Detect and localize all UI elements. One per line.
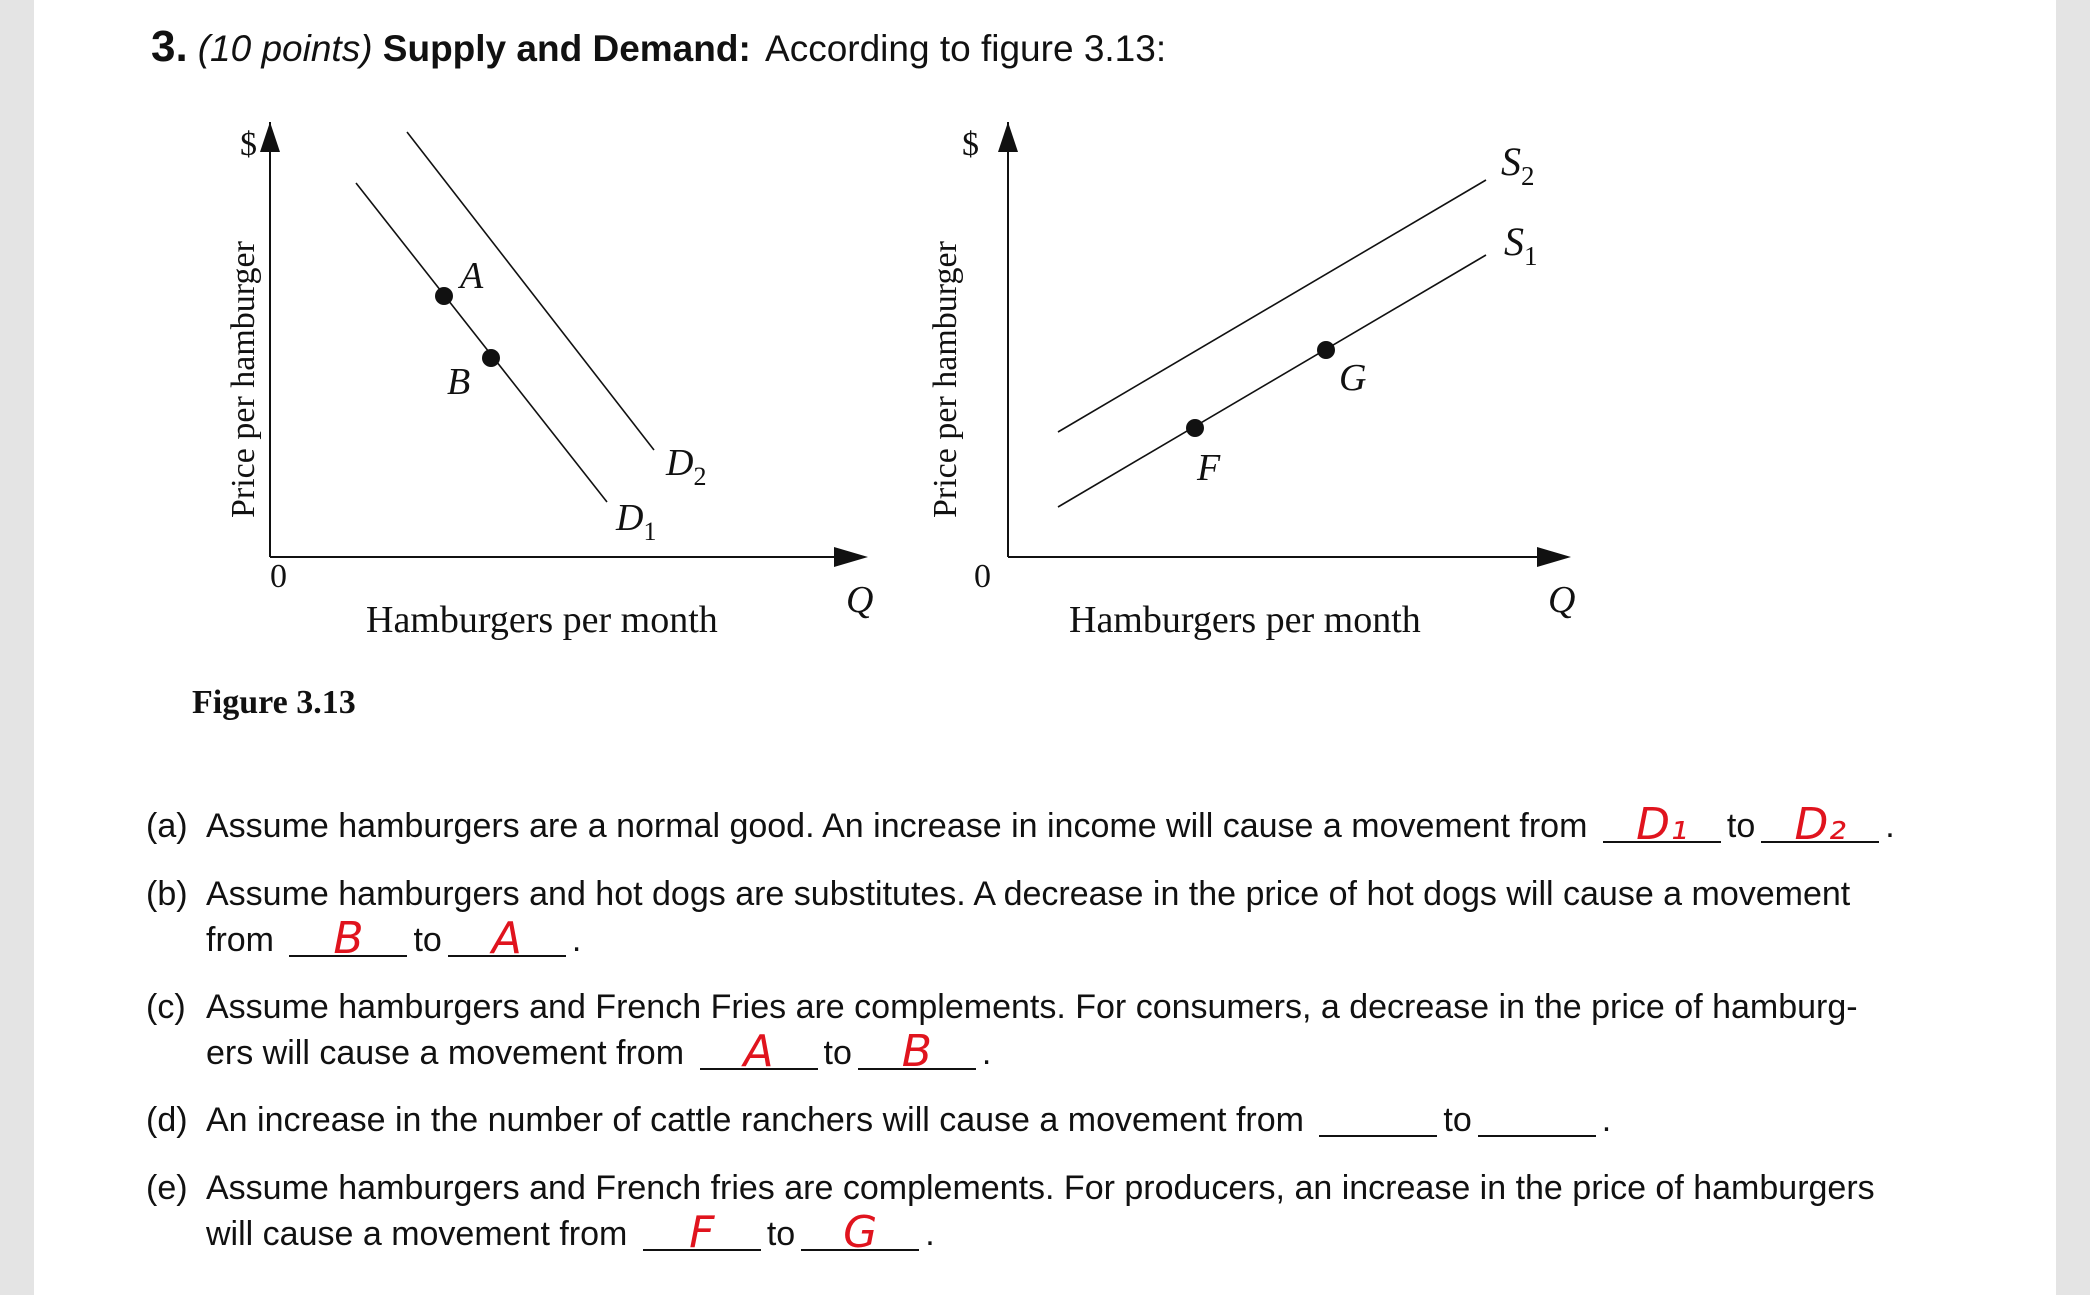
point-a-label: A bbox=[460, 255, 484, 297]
question-number: 3. bbox=[151, 22, 188, 71]
part-b-end: . bbox=[571, 921, 582, 959]
part-a-end: . bbox=[1885, 807, 1895, 845]
d2-label: $D_2$ bbox=[666, 442, 707, 491]
left-x-arrowhead bbox=[834, 547, 868, 567]
right-x-arrowhead bbox=[1537, 547, 1571, 567]
point-b-marker bbox=[482, 349, 500, 367]
point-b-label: B bbox=[447, 361, 471, 403]
left-q-label: Q bbox=[846, 579, 874, 621]
part-d-blank-to[interactable] bbox=[1478, 1099, 1596, 1137]
right-y-arrowhead bbox=[998, 122, 1018, 152]
s2-label: $S_2$ bbox=[1501, 139, 1535, 191]
point-g-marker bbox=[1317, 341, 1335, 359]
part-b-answer-from: B bbox=[333, 913, 364, 964]
part-a-answer-from: D₁ bbox=[1636, 799, 1688, 850]
part-c-answer-to: B bbox=[901, 1026, 932, 1077]
d1-label: $D_1$ bbox=[616, 497, 657, 546]
right-x-label: Hamburgers per month bbox=[1069, 599, 1421, 641]
part-c-line2-text: ers will cause a movement from bbox=[206, 1034, 685, 1072]
part-b-text: Assume hamburgers and hot dogs are substitutes. A decrease in the price of hot dogs will cause a movement bbox=[206, 875, 1851, 913]
part-e-connector: to bbox=[766, 1215, 796, 1253]
point-f-label: F bbox=[1197, 447, 1221, 489]
part-a-blank-to[interactable] bbox=[1761, 799, 1879, 850]
point-f-marker bbox=[1186, 419, 1204, 437]
part-a-label: (a) bbox=[146, 807, 188, 845]
part-e-line2-text: will cause a movement from bbox=[206, 1215, 628, 1253]
part-d-connector: to bbox=[1443, 1101, 1472, 1139]
left-y-label: Price per hamburger bbox=[225, 241, 262, 518]
supply-graph bbox=[927, 122, 1575, 641]
part-b-blank-to[interactable] bbox=[448, 913, 566, 964]
part-d-end: . bbox=[1601, 1101, 1612, 1139]
supply-curve-s1 bbox=[1058, 255, 1486, 507]
part-c-blank-to[interactable] bbox=[858, 1026, 976, 1077]
right-y-label: Price per hamburger bbox=[927, 241, 964, 518]
part-b-line2-text: from bbox=[206, 921, 274, 959]
part-c-blank-from[interactable] bbox=[700, 1026, 818, 1077]
part-d-body bbox=[206, 1097, 2090, 1143]
part-e-answer-to: G bbox=[843, 1207, 878, 1258]
figure-caption: Figure 3.13 bbox=[192, 684, 356, 721]
part-d-blank-from[interactable] bbox=[1319, 1099, 1437, 1137]
part-b-line2 bbox=[206, 913, 2090, 964]
question-topic: Supply and Demand: bbox=[382, 28, 751, 69]
supply-curve-s2 bbox=[1058, 180, 1486, 432]
part-a-connector: to bbox=[1726, 807, 1756, 845]
left-y-unit: $ bbox=[240, 126, 257, 163]
part-c-end: . bbox=[981, 1034, 992, 1072]
part-c-answer-from: A bbox=[743, 1026, 774, 1077]
part-a-blank-from[interactable] bbox=[1603, 799, 1721, 850]
demand-curve-d1 bbox=[356, 183, 607, 502]
part-a-answer-to: D₂ bbox=[1794, 799, 1846, 850]
question-points: (10 points) bbox=[197, 28, 373, 69]
part-b-connector: to bbox=[413, 921, 442, 959]
part-e-answer-from: F bbox=[689, 1207, 715, 1258]
part-e-blank-to[interactable] bbox=[801, 1207, 919, 1258]
part-a-text: Assume hamburgers are a normal good. An increase in income will cause a movement from bbox=[206, 807, 1588, 845]
left-x-label: Hamburgers per month bbox=[366, 599, 718, 641]
part-e-line2 bbox=[206, 1207, 2090, 1258]
s1-label: $S_1$ bbox=[1504, 219, 1538, 271]
part-c-connector: to bbox=[823, 1034, 852, 1072]
part-b-body bbox=[206, 871, 2090, 963]
question-prompt: According to figure 3.13: bbox=[765, 28, 1167, 69]
right-origin: 0 bbox=[974, 558, 991, 595]
part-d-text: An increase in the number of cattle ranchers will cause a movement from bbox=[206, 1101, 1304, 1139]
part-b-answer-to: A bbox=[491, 913, 522, 964]
part-b-blank-from[interactable] bbox=[289, 913, 407, 964]
left-origin: 0 bbox=[270, 558, 287, 595]
part-a-body bbox=[206, 799, 2090, 850]
part-c-body bbox=[206, 984, 2090, 1076]
part-e-label: (e) bbox=[146, 1169, 188, 1207]
part-e-text: Assume hamburgers and French fries are complements. For producers, an increase in the price of hamburgers bbox=[206, 1169, 1875, 1207]
figure-graphs bbox=[34, 0, 1594, 680]
left-y-arrowhead bbox=[260, 122, 280, 152]
right-y-unit: $ bbox=[962, 126, 979, 163]
part-e-blank-from[interactable] bbox=[643, 1207, 761, 1258]
worksheet-page bbox=[34, 0, 2056, 1295]
part-c-label: (c) bbox=[146, 988, 186, 1026]
part-c-text: Assume hamburgers and French Fries are complements. For consumers, a decrease in the price of hamburg- bbox=[206, 988, 1858, 1026]
part-e-end: . bbox=[925, 1215, 935, 1253]
point-a-marker bbox=[435, 287, 453, 305]
part-b-label: (b) bbox=[146, 875, 188, 913]
right-q-label: Q bbox=[1548, 579, 1576, 621]
point-g-label: G bbox=[1339, 357, 1367, 399]
demand-graph bbox=[225, 122, 873, 641]
part-d-label: (d) bbox=[146, 1101, 188, 1139]
part-c-line2 bbox=[206, 1026, 2090, 1077]
part-e-body bbox=[206, 1165, 2090, 1257]
